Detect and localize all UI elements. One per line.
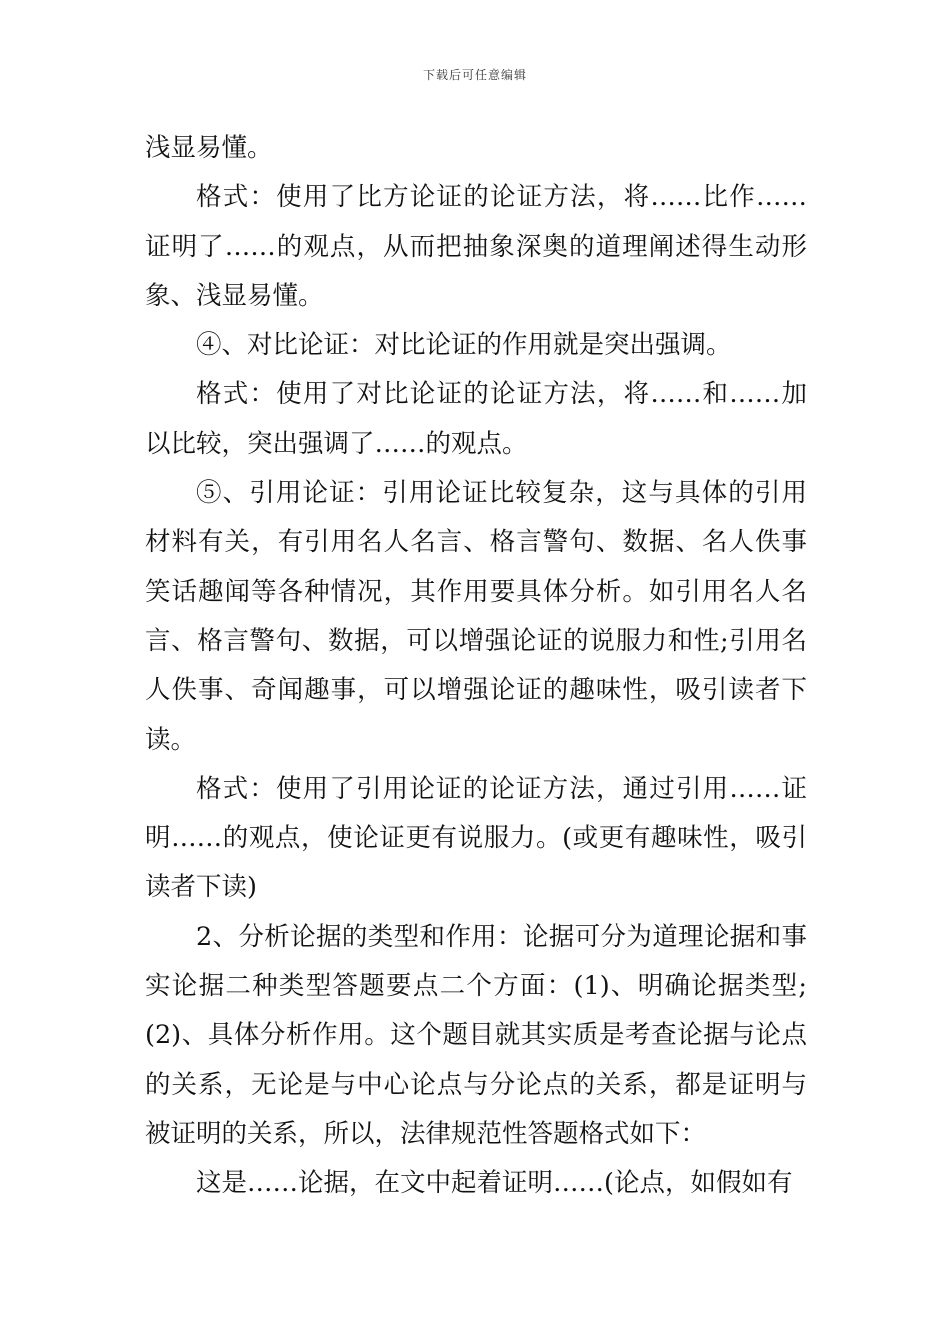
- paragraph-continuation: 浅显易懂。: [145, 133, 273, 163]
- document-body: [145, 124, 807, 1209]
- paragraph-citation-argument: ⑤、引用论证：引用论证比较复杂，这与具体的引用材料有关，有引用名人名言、格言警句、数据、名人佚事笑话趣闻等各种情况，其作用要具体分析。如引用名人名言、格言警句、数据，可以增强论证的说服力和性;引用名人佚事、奇闻趣事，可以增强论证的趣味性，吸引读者下读。: [145, 478, 807, 755]
- page-header-note: 下载后可任意编辑: [422, 68, 527, 82]
- paragraph-metaphor-format: 格式：使用了比方论证的论证方法，将……比作……证明了……的观点，从而把抽象深奥的道理阐述得生动形象、浅显易懂。: [145, 182, 807, 311]
- paragraph-answer-template: 这是……论据，在文中起着证明……(论点，如假如有: [196, 1168, 793, 1199]
- paragraph-contrast-format: 格式：使用了对比论证的论证方法，将……和……加以比较，突出强调了……的观点。: [145, 379, 807, 459]
- paragraph-evidence-analysis: 2、分析论据的类型和作用：论据可分为道理论据和事实论据二种类型答题要点二个方面：(1)、明确论据类型;(2)、具体分析作用。这个题目就其实质是考查论据与论点的关系，无论是与中心论点与分论点的关系，都是证明与被证明的关系，所以，法律规范性答题格式如下：: [145, 921, 807, 1149]
- paragraph-contrast-argument: ④、对比论证：对比论证的作用就是突出强调。: [196, 330, 732, 361]
- paragraph-citation-format: 格式：使用了引用论证的论证方法，通过引用……证明……的观点，使论证更有说服力。(或更有趣味性，吸引读者下读): [145, 773, 807, 903]
